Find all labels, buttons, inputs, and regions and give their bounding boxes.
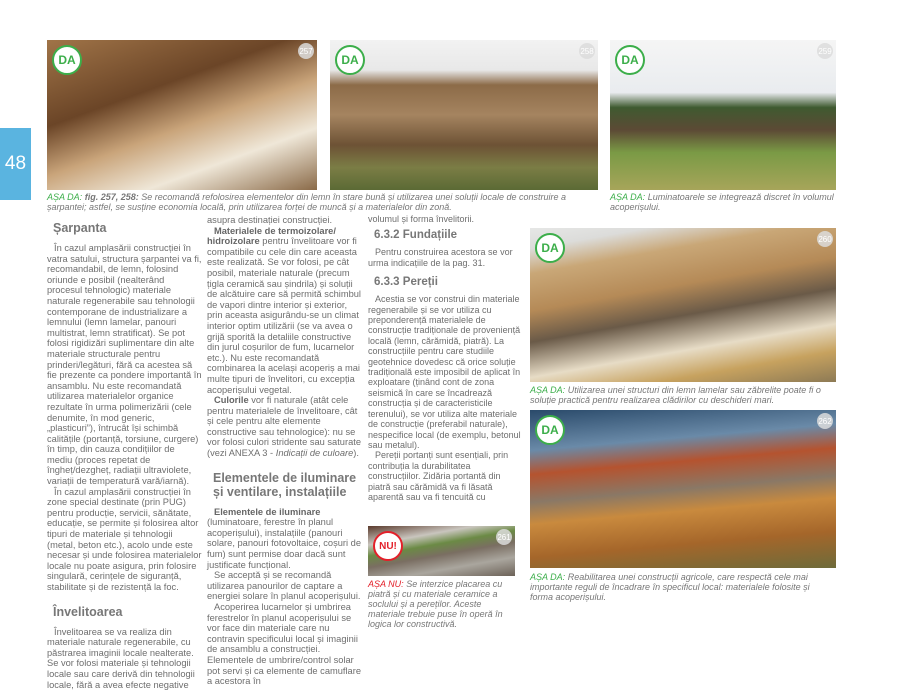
caption-259: AȘA DA: Luminatoarele se integrează discret în volumul acoperișului. <box>610 192 834 212</box>
photo-259-skylight-barn <box>610 40 836 190</box>
figure-number: 261 <box>496 529 512 545</box>
photo-258-timber-barn <box>330 40 598 190</box>
da-badge: DA <box>615 45 645 75</box>
heading-fundatiile: 6.3.2 Fundațiile <box>374 229 458 242</box>
photo-260-lamellar-shed <box>530 228 836 382</box>
caption-261: AȘA NU: Se interzice placarea cu piatră și cu materiale ceramice a soclului și a pereților. Aceste materiale trebuie puse în operă în logica lor constructivă. <box>368 579 503 629</box>
photo-262-rehabilitated-barn <box>530 410 836 568</box>
text-column-1 <box>47 215 202 690</box>
da-badge: DA <box>335 45 365 75</box>
paragraph: asupra destinației construcției. <box>207 215 333 225</box>
figure-number: 257 <box>298 43 314 59</box>
figure-number: 259 <box>817 43 833 59</box>
paragraph: În cazul amplasării construcției în vatra satului, structura șarpantei va fi, recomandabil, de lemn, folosind oriunde e posibil (nealterând procesul tehnologic) materiale naturale regenerabile sau tehnologii contemporane de industrializare a lemnului (lemn lamelar, panouri multistrat, lemn stratificat). Se pot folosi rigidizări suplimentare din alte materiale structurale pentru prinderi/legături, fără ca acestea să fie prezente ca pondere importantă în ansamblu. Nu este recomandată utilizarea materialelor organice rezultate în urma polimerizării (cele denumite, în mod generic, „plasticuri”), întrucât își schimbă calitățile (portanță, torsiune, curgere) în timp, din cauza condițiilor de mediu (proces repetat de îngheț/dezgheț, radiații ultraviolete, variații de temperatură vară/iarnă). <box>47 243 202 487</box>
da-badge: DA <box>52 45 82 75</box>
paragraph: Materialele de termoizolare/ hidroizolare pentru învelitoare vor fi compatibile cu cele din care aceasta este realizată. Se vor folosi, pe cât posibil, materiale naturale (precum țigla ceramică sau șindrila) și soluții de alcătuire care să permită schimbul de vapori dintre interior și exterior, prin aceasta asigurându-se un climat interior optim utilizării (se va avea o grijă sporită la detaliile constructive din jurul coșurilor de fum, lucarnelor etc.). Nu este recomandată combinarea la același acoperiș a mai multe tipuri de învelitori, cu excepția acoperișului vegetal. <box>207 225 361 395</box>
text-column-2 <box>207 215 365 687</box>
paragraph: Acestia se vor construi din materiale regenerabile și se vor utiliza cu preponderență materialele de construcție tradiționale de proveniență locală (lemn, cărămidă, piatră). La construcțiile pentru care studiile geotehnice dovedesc că orice soluție tradițională este imposibil de aplicat în exploatare (ținând cont de zona seismică în care se încadrează construcția și de caracteristicile terenului), se vor utiliza alte materiale de construcție (preferabil naturale), nespecifice local (de exemplu, betonul sau metalul). <box>368 294 521 450</box>
page-number: 48 <box>4 153 27 174</box>
caption-257-258: AȘA DA: fig. 257, 258: Se recomandă refolosirea elementelor din lemn în stare bună și utilizarea unei soluții locale de construire a șarpantei; astfel, se susține economia locală, prin utilizarea forței de muncă și a materialelor din zonă. <box>47 192 566 212</box>
paragraph: Se acceptă și se recomandă utilizarea panourilor de captare a energiei solare în planul acoperișului. <box>207 570 361 602</box>
page-number-tab <box>0 128 31 200</box>
heading-iluminare: Elementele de iluminare și ventilare, instalațiile <box>213 470 357 499</box>
text-column-3 <box>368 214 521 502</box>
photo-261-stone-cladding <box>368 526 515 576</box>
figure-number: 262 <box>817 413 833 429</box>
paragraph: Elementele de iluminare (luminatoare, ferestre în planul acoperișului), instalațiile (panouri solare, panouri fotovoltaice, coșuri de fum) sunt permise doar dacă sunt justificate funcțional. <box>207 506 362 570</box>
paragraph: volumul și forma învelitorii. <box>368 214 475 224</box>
paragraph: În cazul amplasării construcției în zone special destinate (prin PUG) pentru producție, servicii, sănătate, educație, se permite și folosirea altor tipuri de materiale și tehnologii (metal, beton etc.), acolo unde este necesar și unde folosirea materialelor locale nu poate asigura, prin folosire singulară, cerințele de siguranță, stabilitate și de rezistență la foc. <box>47 486 202 592</box>
heading-sarpanta: Șarpanta <box>53 221 107 235</box>
paragraph: Pentru construirea acestora se vor urma indicațiile de la pag. 31. <box>368 247 513 268</box>
heading-invelitoarea: Învelitoarea <box>53 604 123 619</box>
da-badge: DA <box>535 415 565 445</box>
photo-257-roof-beams <box>47 40 317 190</box>
caption-262: AȘA DA: Reabilitarea unei construcții agricole, care respectă cele mai importante reguli de încadrare în specificul local: materialele folosite și forma acoperișului. <box>530 572 810 602</box>
paragraph: Culorile vor fi naturale (atât cele pentru materialele de învelitoare, cât și cele pentru alte elemente constructive sau tehnologice): nu se vor folosi culori stridente sau saturate (vezi ANEXA 3 - Indicații de culoare). <box>207 395 361 459</box>
figure-number: 260 <box>817 231 833 247</box>
heading-peretii: 6.3.3 Pereții <box>374 276 438 289</box>
caption-260: AȘA DA: Utilizarea unei structuri din lemn lamelar sau zăbrelite poate fi o soluție practică pentru realizarea clădirilor cu deschideri mari. <box>530 385 821 405</box>
paragraph: Acoperirea lucarnelor și umbrirea ferestrelor în planul acoperișului se vor face din materiale care nu contravin specificului local și imaginii de ansamblu a construcției. Elementele de umbrire/control solar pot servi și ca elemente de camuflare a acestora în <box>207 602 361 687</box>
nu-badge: NU! <box>373 531 403 561</box>
paragraph: Învelitoarea se va realiza din materiale naturale regenerabile, cu păstrarea imaginii locale nealterate. Se vor folosi materiale și tehnologii locale sau care derivă din tehnologii locale, fără a avea efecte negative <box>47 626 195 690</box>
da-badge: DA <box>535 233 565 263</box>
figure-number: 258 <box>579 43 595 59</box>
paragraph: Pereții portanți sunt esențiali, prin contribuția la durabilitatea construcțiilor. Zidăria portantă din piatră sau cărămidă va fi lăsată aparentă sau va fi tencuită cu <box>368 450 509 502</box>
